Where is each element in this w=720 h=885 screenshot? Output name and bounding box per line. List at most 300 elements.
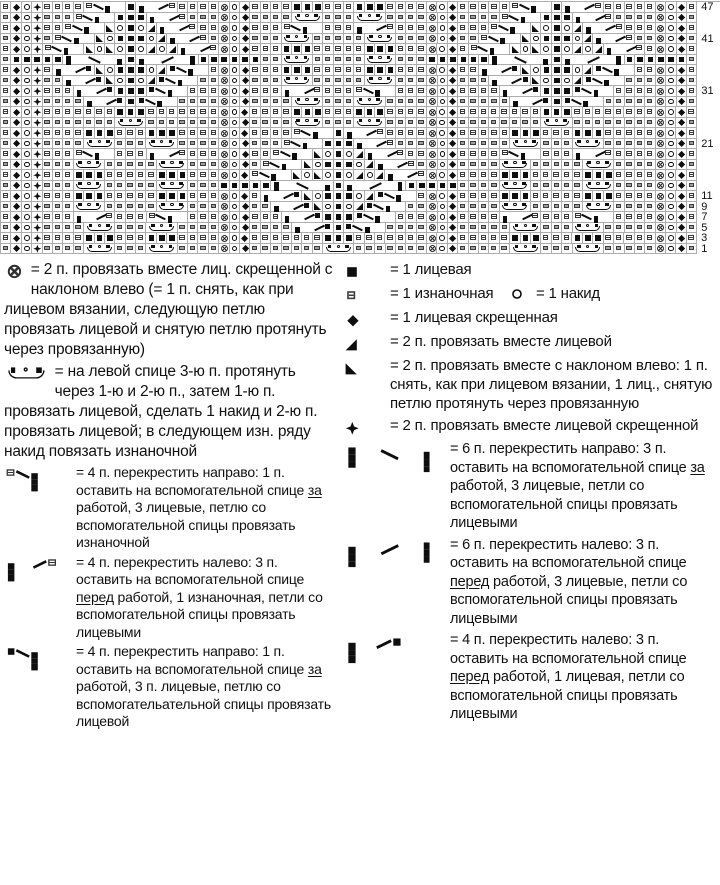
chart-cell-purl-symbol bbox=[271, 97, 281, 108]
chart-cell-skp-tbl-symbol bbox=[219, 223, 229, 234]
chart-cell-yarnover-symbol bbox=[230, 128, 240, 139]
chart-cell-cable4-right-knit-symbol bbox=[354, 212, 396, 223]
chart-cell-purl-symbol bbox=[261, 149, 271, 160]
chart-cell-purl-symbol bbox=[406, 2, 416, 13]
chart-cell-knit-symbol bbox=[552, 86, 562, 97]
chart-cell-skp-tbl-symbol bbox=[427, 86, 437, 97]
chart-cell-purl-symbol bbox=[334, 55, 344, 66]
chart-cell-knit-tbl-symbol bbox=[240, 128, 250, 139]
chart-cell-cable4-left-knit-symbol bbox=[271, 202, 313, 213]
chart-cell-purl-symbol bbox=[334, 86, 344, 97]
chart-cell-purl-symbol bbox=[458, 223, 468, 234]
chart-cell-cable4-right-knit-symbol bbox=[4, 647, 58, 661]
chart-cell-loop-3st-symbol bbox=[84, 139, 115, 150]
chart-cell-purl-symbol bbox=[334, 44, 344, 55]
chart-cell-purl-symbol bbox=[645, 160, 655, 171]
chart-cell-knit-tbl-symbol bbox=[11, 244, 21, 255]
chart-cell-purl-symbol bbox=[406, 149, 416, 160]
chart-cell-purl-symbol bbox=[396, 107, 406, 118]
chart-cell-knit-tbl-symbol bbox=[240, 23, 250, 34]
chart-cell-cable4-right-purl-symbol bbox=[573, 212, 615, 223]
chart-cell-purl-symbol bbox=[635, 65, 645, 76]
chart-cell-purl-symbol bbox=[292, 244, 302, 255]
chart-cell-yarnover-symbol bbox=[438, 149, 448, 160]
chart-cell-purl-symbol bbox=[458, 160, 468, 171]
chart-cell-cable4-right-purl-symbol bbox=[63, 23, 105, 34]
chart-cell-cable4-left-purl-symbol bbox=[157, 23, 199, 34]
chart-cell-purl-symbol bbox=[417, 44, 427, 55]
chart-cell-purl-symbol bbox=[645, 86, 655, 97]
chart-cell-cable4-right-purl-symbol bbox=[74, 149, 116, 160]
chart-cell-purl-symbol bbox=[562, 223, 572, 234]
chart-cell-knit-symbol bbox=[552, 23, 562, 34]
chart-cell-skp-tbl-symbol bbox=[219, 97, 229, 108]
chart-cell-purl-symbol bbox=[198, 170, 208, 181]
chart-cell-knit-symbol bbox=[344, 191, 354, 202]
chart-cell-purl-symbol bbox=[136, 244, 146, 255]
chart-cell-skp-tbl-symbol bbox=[219, 86, 229, 97]
chart-cell-purl-symbol bbox=[406, 86, 416, 97]
chart-cell-yarnover-symbol bbox=[22, 160, 32, 171]
chart-cell-purl-symbol bbox=[479, 13, 489, 24]
chart-cell-knit-symbol bbox=[334, 202, 344, 213]
chart-cell-purl-symbol bbox=[167, 118, 177, 129]
chart-cell-purl-symbol bbox=[334, 2, 344, 13]
chart-cell-purl-symbol bbox=[261, 2, 271, 13]
chart-cell-purl-symbol bbox=[396, 34, 406, 45]
chart-cell-purl-symbol bbox=[323, 118, 333, 129]
chart-cell-cable4-left-purl-symbol bbox=[375, 160, 417, 171]
chart-cell-purl-symbol bbox=[354, 55, 364, 66]
chart-cell-loop-3st-symbol bbox=[510, 244, 541, 255]
row-number-label: 9 bbox=[701, 200, 708, 213]
chart-cell-purl-symbol bbox=[271, 55, 281, 66]
chart-cell-knit-symbol bbox=[552, 34, 562, 45]
chart-row bbox=[1, 34, 720, 45]
chart-cell-skp-tbl-symbol bbox=[427, 65, 437, 76]
row-number-label bbox=[697, 44, 720, 55]
chart-cell-knit-tbl-symbol bbox=[11, 128, 21, 139]
chart-cell-purl-symbol bbox=[53, 212, 63, 223]
chart-cell-yarnover-symbol bbox=[344, 202, 354, 213]
chart-cell-purl-symbol bbox=[614, 223, 624, 234]
chart-cell-purl-symbol bbox=[84, 118, 94, 129]
chart-cell-skp-tbl-symbol bbox=[219, 202, 229, 213]
chart-cell-knit-symbol bbox=[282, 65, 292, 76]
chart-cell-knit-tbl-symbol bbox=[11, 223, 21, 234]
chart-cell-knit-tbl-symbol bbox=[11, 170, 21, 181]
chart-cell-purl-symbol bbox=[1, 55, 11, 66]
chart-cell-yarnover-symbol bbox=[437, 107, 447, 118]
chart-cell-purl-symbol bbox=[635, 23, 645, 34]
chart-cell-yarnover-symbol bbox=[22, 181, 32, 192]
chart-cell-knit-symbol bbox=[313, 2, 323, 13]
chart-cell-knit-symbol bbox=[562, 34, 572, 45]
chart-cell-purl-symbol bbox=[323, 55, 333, 66]
chart-cell-purl-symbol bbox=[209, 65, 219, 76]
chart-cell-knit-symbol bbox=[552, 55, 562, 66]
chart-cell-purl-symbol bbox=[625, 191, 635, 202]
chart-cell-purl-symbol bbox=[625, 76, 635, 87]
chart-cell-purl-symbol bbox=[489, 86, 499, 97]
chart-cell-purl-symbol bbox=[562, 212, 572, 223]
chart-cell-purl-symbol bbox=[417, 223, 427, 234]
chart-cell-knit-symbol bbox=[552, 65, 562, 76]
chart-cell-purl-symbol bbox=[323, 97, 333, 108]
chart-cell-purl-symbol bbox=[645, 118, 655, 129]
chart-cell-purl-symbol bbox=[541, 212, 551, 223]
chart-cell-knit-symbol bbox=[240, 55, 250, 66]
chart-cell-purl-symbol bbox=[198, 233, 208, 244]
chart-cell-loop-3st-symbol bbox=[292, 97, 323, 108]
chart-cell-knit-tbl-symbol bbox=[11, 2, 21, 13]
chart-cell-purl-symbol bbox=[354, 44, 364, 55]
chart-cell-cable4-right-purl-symbol bbox=[469, 44, 511, 55]
chart-cell-knit-symbol bbox=[136, 34, 146, 45]
chart-cell-purl-symbol bbox=[323, 34, 333, 45]
chart-cell-purl-symbol bbox=[334, 65, 344, 76]
chart-cell-knit-symbol bbox=[541, 13, 551, 24]
chart-cell-knit-symbol bbox=[302, 65, 312, 76]
chart-cell-purl-symbol bbox=[489, 181, 499, 192]
chart-cell-purl-symbol bbox=[53, 128, 63, 139]
chart-cell-purl-symbol bbox=[396, 23, 406, 34]
chart-cell-k2tog-symbol bbox=[354, 149, 364, 160]
chart-cell-yarnover-symbol bbox=[344, 149, 354, 160]
chart-cell-knit-tbl-symbol bbox=[11, 212, 21, 223]
chart-cell-k2tog-tbl-symbol bbox=[32, 97, 42, 108]
chart-cell-knit-tbl-symbol bbox=[676, 118, 686, 129]
chart-cell-skp-tbl-symbol bbox=[656, 34, 666, 45]
row-number-label: 41 bbox=[701, 32, 714, 45]
chart-cell-yarnover-symbol bbox=[437, 244, 447, 255]
chart-cell-knit-tbl-symbol bbox=[240, 107, 250, 118]
chart-cell-purl-symbol bbox=[74, 223, 84, 234]
chart-cell-purl-symbol bbox=[562, 149, 572, 160]
chart-cell-knit-symbol bbox=[334, 160, 344, 171]
chart-cell-purl-symbol bbox=[458, 139, 468, 150]
chart-cell-skp-tbl-symbol bbox=[427, 191, 437, 202]
chart-cell-purl-symbol bbox=[188, 223, 198, 234]
chart-cell-purl-symbol bbox=[334, 13, 344, 24]
chart-cell-knit-symbol bbox=[126, 107, 136, 118]
chart-cell-purl-symbol bbox=[250, 13, 260, 24]
chart-cell-knit-tbl-symbol bbox=[448, 65, 458, 76]
k2tog-icon bbox=[344, 336, 361, 353]
chart-cell-purl-symbol bbox=[635, 244, 645, 255]
chart-cell-knit-tbl-symbol bbox=[240, 44, 250, 55]
chart-cell-yarnover-symbol bbox=[105, 34, 115, 45]
legend-item-loop-3st bbox=[4, 362, 334, 462]
chart-cell-knit-symbol bbox=[167, 191, 177, 202]
chart-cell-purl-symbol bbox=[53, 233, 63, 244]
chart-cell-purl-symbol bbox=[209, 191, 219, 202]
chart-cell-knit-symbol bbox=[438, 181, 448, 192]
chart-cell-knit-symbol bbox=[427, 181, 437, 192]
chart-cell-purl-symbol bbox=[687, 244, 697, 255]
chart-cell-purl-symbol bbox=[198, 202, 208, 213]
chart-cell-cable4-right-purl-symbol bbox=[282, 23, 324, 34]
chart-cell-purl-symbol bbox=[635, 202, 645, 213]
chart-row bbox=[1, 149, 720, 160]
chart-cell-yarnover-symbol bbox=[22, 202, 32, 213]
legend-item-text: = 4 п. перекрестить направо: 1 п. оставить на вспомогательной спице за работой, 3 п. лицевые, петлю со вспомогательательной спицы провязать лицевой bbox=[76, 643, 331, 729]
chart-cell-yarnover-symbol bbox=[22, 76, 32, 87]
chart-cell-purl-symbol bbox=[313, 76, 323, 87]
chart-cell-purl-symbol bbox=[1, 97, 11, 108]
chart-cell-knit-symbol bbox=[126, 44, 136, 55]
chart-cell-purl-symbol bbox=[458, 149, 468, 160]
chart-cell-purl-symbol bbox=[126, 244, 136, 255]
chart-cell-cable4-right-knit-symbol bbox=[562, 97, 604, 108]
chart-cell-purl-symbol bbox=[687, 149, 697, 160]
chart-row bbox=[1, 128, 720, 139]
chart-cell-knit-symbol bbox=[541, 86, 551, 97]
chart-cell-purl-symbol bbox=[521, 107, 531, 118]
chart-cell-knit-tbl-symbol bbox=[677, 86, 687, 97]
chart-cell-purl-symbol bbox=[531, 118, 541, 129]
chart-cell-purl-symbol bbox=[687, 23, 697, 34]
chart-cell-purl-symbol bbox=[396, 55, 406, 66]
chart-cell-purl-symbol bbox=[146, 118, 156, 129]
chart-cell-purl-symbol bbox=[531, 170, 541, 181]
chart-cell-skp-tbl-symbol bbox=[427, 44, 437, 55]
chart-cell-knit-symbol bbox=[136, 65, 146, 76]
chart-cell-purl-symbol bbox=[1, 86, 11, 97]
chart-cell-purl-symbol bbox=[396, 118, 406, 129]
chart-cell-k2tog-tbl-symbol bbox=[32, 118, 42, 129]
chart-cell-loop-3st-symbol bbox=[500, 202, 531, 213]
chart-row bbox=[1, 13, 720, 24]
chart-cell-purl-symbol bbox=[43, 170, 53, 181]
chart-cell-yarnover-symbol bbox=[354, 160, 364, 171]
chart-cell-yarnover-symbol bbox=[230, 118, 240, 129]
chart-cell-cable4-left-purl-symbol bbox=[147, 13, 189, 24]
chart-cell-knit-tbl-symbol bbox=[240, 149, 250, 160]
chart-cell-knit-symbol bbox=[469, 55, 479, 66]
row-number-label: 1 bbox=[701, 242, 708, 255]
chart-cell-knit-symbol bbox=[219, 55, 229, 66]
chart-cell-purl-symbol bbox=[541, 244, 551, 255]
chart-cell-purl-symbol bbox=[178, 244, 188, 255]
chart-cell-loop-3st-symbol bbox=[157, 202, 188, 213]
chart-cell-yarnover-symbol bbox=[22, 212, 32, 223]
chart-cell-purl-symbol bbox=[1, 202, 11, 213]
chart-cell-knit-tbl-symbol bbox=[448, 118, 458, 129]
chart-cell-knit-symbol bbox=[552, 44, 562, 55]
chart-cell-purl-symbol bbox=[261, 86, 271, 97]
chart-cell-yarnover-symbol bbox=[666, 212, 676, 223]
chart-cell-purl-symbol bbox=[95, 118, 105, 129]
chart-cell-skp-tbl-symbol bbox=[656, 118, 666, 129]
chart-cell-purl-symbol bbox=[604, 223, 614, 234]
chart-row bbox=[1, 76, 720, 87]
chart-cell-loop-3st-symbol bbox=[500, 160, 531, 171]
chart-cell-purl-symbol bbox=[188, 107, 198, 118]
chart-cell-purl-symbol bbox=[458, 2, 468, 13]
chart-cell-yarnover-symbol bbox=[230, 86, 240, 97]
chart-cell-purl-symbol bbox=[406, 23, 416, 34]
chart-cell-purl-symbol bbox=[313, 55, 323, 66]
chart-cell-purl-symbol bbox=[396, 97, 406, 108]
chart-cell-purl-symbol bbox=[645, 2, 655, 13]
k2tog-tbl-icon bbox=[344, 420, 361, 437]
chart-cell-purl-symbol bbox=[479, 233, 489, 244]
chart-cell-yarnover-symbol bbox=[230, 170, 240, 181]
chart-cell-purl-symbol bbox=[645, 97, 655, 108]
chart-cell-purl-symbol bbox=[250, 223, 260, 234]
chart-cell-knit-symbol bbox=[157, 170, 167, 181]
chart-cell-purl-symbol bbox=[396, 139, 406, 150]
chart-cell-yarnover-symbol bbox=[437, 2, 447, 13]
chart-cell-yarnover-symbol bbox=[438, 212, 448, 223]
chart-cell-knit-tbl-symbol bbox=[448, 212, 458, 223]
chart-cell-purl-symbol bbox=[521, 118, 531, 129]
chart-cell-yarnover-symbol bbox=[666, 34, 676, 45]
chart-cell-purl-symbol bbox=[625, 181, 635, 192]
chart-cell-purl-symbol bbox=[489, 202, 499, 213]
chart-cell-knit-symbol bbox=[105, 128, 115, 139]
chart-cell-knit-symbol bbox=[95, 191, 105, 202]
chart-cell-purl-symbol bbox=[541, 160, 551, 171]
chart-cell-knit-tbl-symbol bbox=[11, 107, 21, 118]
chart-cell-knit-tbl-symbol bbox=[677, 160, 687, 171]
chart-cell-knit-tbl-symbol bbox=[11, 86, 21, 97]
chart-cell-k2tog-tbl-symbol bbox=[32, 181, 42, 192]
chart-cell-purl-symbol bbox=[645, 170, 655, 181]
chart-cell-loop-3st-symbol bbox=[354, 97, 385, 108]
chart-cell-purl-symbol bbox=[115, 233, 125, 244]
chart-cell-purl-symbol bbox=[469, 223, 479, 234]
chart-cell-purl-symbol bbox=[458, 97, 468, 108]
chart-cell-purl-symbol bbox=[271, 212, 281, 223]
chart-cell-k2tog-symbol bbox=[583, 65, 593, 76]
chart-cell-yarnover-symbol bbox=[302, 170, 312, 181]
chart-cell-purl-symbol bbox=[136, 223, 146, 234]
chart-cell-purl-symbol bbox=[458, 34, 468, 45]
chart-cell-purl-symbol bbox=[334, 23, 344, 34]
chart-cell-purl-symbol bbox=[313, 65, 323, 76]
chart-cell-purl-symbol bbox=[635, 160, 645, 171]
chart-cell-purl-symbol bbox=[209, 34, 219, 45]
chart-cell-purl-symbol bbox=[1, 139, 11, 150]
chart-cell-purl-symbol bbox=[417, 55, 427, 66]
chart-cell-purl-symbol bbox=[635, 139, 645, 150]
chart-cell-knit-symbol bbox=[157, 191, 167, 202]
chart-cell-purl-symbol bbox=[572, 107, 582, 118]
chart-cell-knit-symbol bbox=[365, 44, 375, 55]
chart-cell-skp-tbl-symbol bbox=[219, 191, 229, 202]
chart-cell-purl-symbol bbox=[271, 118, 281, 129]
chart-cell-purl-symbol bbox=[209, 76, 219, 87]
chart-cell-knit-symbol bbox=[552, 97, 562, 108]
chart-cell-purl-symbol bbox=[1, 191, 11, 202]
chart-cell-knit-symbol bbox=[583, 191, 593, 202]
chart-cell-purl-symbol bbox=[541, 202, 551, 213]
chart-cell-knit-tbl-symbol bbox=[448, 160, 458, 171]
chart-cell-purl-symbol bbox=[282, 128, 292, 139]
chart-cell-cable4-left-knit-symbol bbox=[74, 86, 116, 97]
chart-cell-yarnover-symbol bbox=[541, 76, 551, 87]
chart-cell-purl-symbol bbox=[188, 118, 198, 129]
chart-cell-skp-tbl-symbol bbox=[427, 149, 437, 160]
chart-cell-purl-symbol bbox=[115, 170, 125, 181]
chart-cell-purl-symbol bbox=[500, 233, 510, 244]
chart-cell-purl-symbol bbox=[396, 65, 406, 76]
chart-cell-purl-symbol bbox=[396, 44, 406, 55]
chart-cell-skp-tbl-symbol bbox=[656, 65, 666, 76]
row-number-label bbox=[697, 23, 720, 34]
chart-cell-purl-symbol bbox=[541, 191, 551, 202]
chart-cell-purl-symbol bbox=[406, 139, 416, 150]
chart-cell-loop-3st-symbol bbox=[4, 366, 48, 381]
chart-cell-purl-symbol bbox=[43, 2, 53, 13]
chart-cell-yarnover-symbol bbox=[22, 97, 32, 108]
chart-row bbox=[1, 191, 720, 202]
chart-cell-knit-symbol bbox=[510, 191, 520, 202]
chart-cell-knit-symbol bbox=[84, 128, 94, 139]
chart-cell-k2tog-tbl-symbol bbox=[32, 244, 42, 255]
chart-cell-purl-symbol bbox=[479, 244, 489, 255]
chart-cell-purl-symbol bbox=[625, 86, 635, 97]
chart-cell-knit-symbol bbox=[282, 44, 292, 55]
chart-cell-purl-symbol bbox=[261, 212, 271, 223]
chart-cell-purl-symbol bbox=[552, 149, 562, 160]
chart-cell-purl-symbol bbox=[126, 212, 136, 223]
chart-cell-purl-symbol bbox=[344, 288, 361, 305]
chart-cell-yarnover-symbol bbox=[136, 44, 146, 55]
chart-cell-purl-symbol bbox=[469, 76, 479, 87]
legend-item-cable4-right-purl bbox=[4, 464, 334, 552]
chart-cell-knit-tbl-symbol bbox=[677, 65, 687, 76]
chart-cell-purl-symbol bbox=[1, 223, 11, 234]
chart-cell-knit-symbol bbox=[645, 55, 655, 66]
skp-icon bbox=[344, 360, 361, 377]
chart-cell-k2tog-tbl-symbol bbox=[32, 86, 42, 97]
chart-cell-purl-symbol bbox=[250, 191, 260, 202]
chart-cell-knit-symbol bbox=[95, 128, 105, 139]
cable4-left-knit-icon bbox=[344, 637, 404, 652]
chart-cell-knit-symbol bbox=[593, 128, 603, 139]
chart-cell-purl-symbol bbox=[43, 149, 53, 160]
chart-cell-k2tog-symbol bbox=[573, 44, 583, 55]
chart-cell-knit-symbol bbox=[448, 181, 458, 192]
chart-cell-loop-3st-symbol bbox=[510, 223, 541, 234]
chart-cell-knit-tbl-symbol bbox=[11, 13, 21, 24]
chart-cell-purl-symbol bbox=[552, 128, 562, 139]
chart-cell-purl-symbol bbox=[614, 170, 624, 181]
chart-cell-purl-symbol bbox=[625, 149, 635, 160]
chart-cell-purl-symbol bbox=[500, 244, 510, 255]
chart-cell-loop-3st-symbol bbox=[292, 13, 323, 24]
chart-cell-knit-symbol bbox=[541, 107, 551, 118]
chart-cell-knit-symbol bbox=[43, 55, 53, 66]
chart-cell-purl-symbol bbox=[198, 149, 208, 160]
chart-cell-purl-symbol bbox=[115, 181, 125, 192]
chart-cell-knit-tbl-symbol bbox=[240, 118, 250, 129]
chart-cell-skp-tbl-symbol bbox=[656, 181, 666, 192]
chart-cell-yarnover-symbol bbox=[22, 170, 32, 181]
chart-cell-purl-symbol bbox=[469, 160, 479, 171]
chart-cell-purl-symbol bbox=[458, 118, 468, 129]
chart-cell-purl-symbol bbox=[209, 181, 219, 192]
chart-cell-purl-symbol bbox=[261, 233, 271, 244]
chart-cell-purl-symbol bbox=[469, 191, 479, 202]
chart-cell-yarnover-symbol bbox=[323, 170, 333, 181]
chart-cell-knit-tbl-symbol bbox=[448, 233, 458, 244]
chart-cell-k2tog-symbol bbox=[354, 170, 364, 181]
chart-cell-purl-symbol bbox=[188, 181, 198, 192]
